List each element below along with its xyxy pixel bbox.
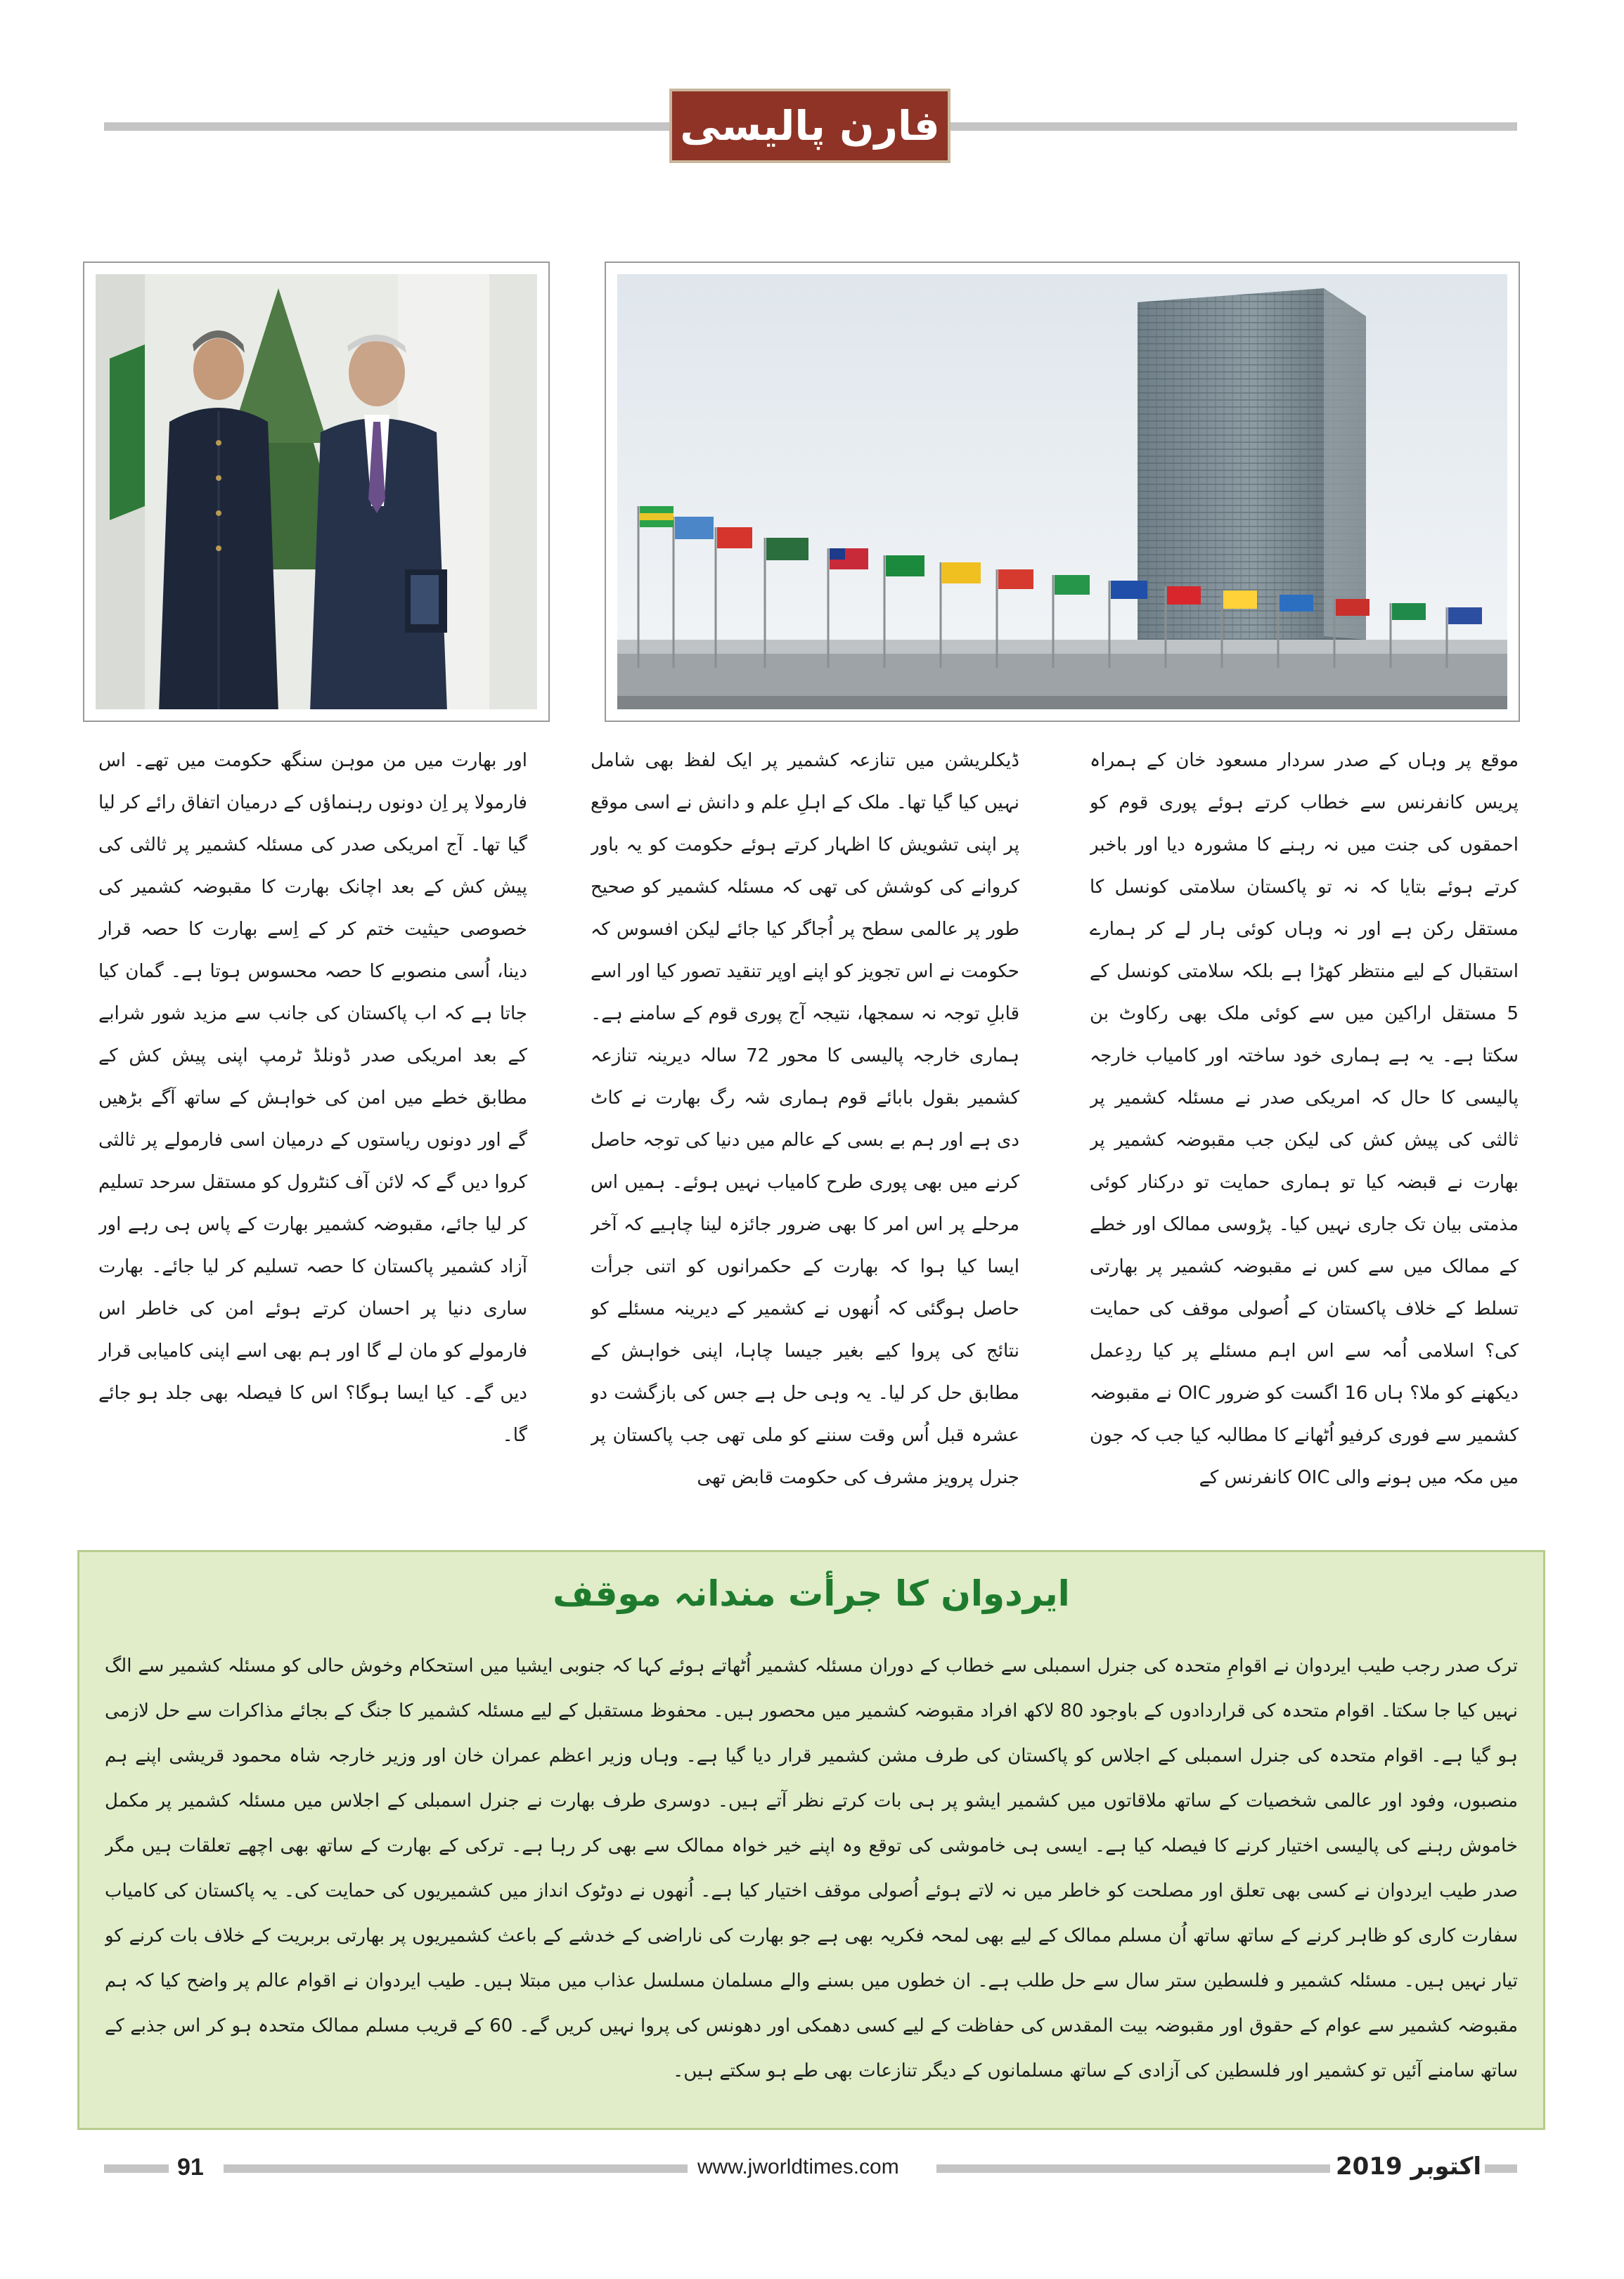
- erdogan-sidebar-box: [77, 1550, 1545, 2130]
- section-title-text: فارن پالیسی: [680, 102, 940, 150]
- footer-rule-middle-right: [936, 2164, 1330, 2173]
- section-title: [669, 89, 950, 163]
- article-column-middle: [591, 740, 1019, 1530]
- un-headquarters-image: [617, 274, 1507, 709]
- article-column-left: [98, 740, 527, 1530]
- header-rule-right: [950, 122, 1517, 131]
- footer-rule-right: [1485, 2164, 1517, 2173]
- article-column-middle-text: ڈیکلریشن میں تنازعہ کشمیر پر ایک لفظ بھی شامل نہیں کیا گیا تھا۔ ملک کے اہلِ علم و دانش نے اسی موقع پر اپنی تشویش کا اظہار کرتے ہوئے حکومت کو یہ باور کروانے کی کوشش کی تھی کہ مسئلہ کشمیر کو صحیح طور پر عالمی سطح پر اُجاگر کیا جائے لیکن افسوس کہ حکومت نے اس تجویز کو اپنے اوپر تنقید تصور کیا اور اسے قابلِ توجہ نہ سمجھا، نتیجہ آج پوری قوم کے سامنے ہے۔ ہماری خارجہ پالیسی کا محور 72 سالہ دیرینہ تنازعہ کشمیر بقول بابائے قوم ہماری شہ رگ بھارت نے کاٹ دی ہے اور ہم بے بسی کے عالم میں دنیا کی توجہ حاصل کرنے میں بھی پوری طرح کامیاب نہیں ہوئے۔ ہمیں اس مرحلے پر اس امر کا بھی ضرور جائزہ لینا چاہیے کہ آخر ایسا کیا ہوا کہ بھارت کے حکمرانوں کو اتنی جرأت حاصل ہوگئی کہ اُنھوں نے کشمیر کے دیرینہ مسئلے کو نتائج کی پروا کیے بغیر جیسا چاہا، اپنی خواہش کے مطابق حل کر لیا۔ یہ وہی حل ہے جس کی بازگشت دو عشرہ قبل اُس وقت سننے کو ملی تھی جب پاکستان پر جنرل پرویز مشرف کی حکومت قابض تھی: [591, 750, 1019, 1488]
- issue-date: اکتوبر 2019: [1336, 2152, 1482, 2181]
- footer-rule-left: [104, 2164, 169, 2173]
- article-column-left-text: اور بھارت میں من موہن سنگھ حکومت میں تھے۔ اس فارمولا پر اِن دونوں رہنماؤں کے درمیان اتفاق رائے کر لیا گیا تھا۔ آج امریکی صدر کی مسئلہ کشمیر پر ثالثی کی پیش کش کے بعد اچانک بھارت کا مقبوضہ کشمیر کی خصوصی حیثیت ختم کر کے اِسے بھارت کا حصہ قرار دینا، اُسی منصوبے کا حصہ محسوس ہوتا ہے۔ گمان کیا جاتا ہے کہ اب پاکستان کی جانب سے مزید شور شرابے کے بعد امریکی صدر ڈونلڈ ٹرمپ اپنی پیش کش کے مطابق خطے میں امن کی خواہش کے ساتھ آگے بڑھیں گے اور دونوں ریاستوں کے درمیان اسی فارمولے پر ثالثی کروا دیں گے کہ لائن آف کنٹرول کو مستقل سرحد تسلیم کر لیا جائے، مقبوضہ کشمیر بھارت کے پاس ہی رہے اور آزاد کشمیر پاکستان کا حصہ تسلیم کر لیا جائے۔ بھارت ساری دنیا پر احسان کرتے ہوئے امن کی خاطر اس فارمولے کو مان لے گا اور ہم بھی اسے اپنی کامیابی قرار دیں گے۔ کیا ایسا ہوگا؟ اس کا فیصلہ بھی جلد ہو جائے گا۔: [98, 750, 527, 1446]
- article-column-right-text: موقع پر وہاں کے صدر سردار مسعود خان کے ہمراہ پریس کانفرنس سے خطاب کرتے ہوئے پوری قوم کو احمقوں کی جنت میں نہ رہنے کا مشورہ دیا اور باخبر کرتے ہوئے بتایا کہ نہ تو پاکستان سلامتی کونسل کا مستقل رکن ہے اور نہ وہاں کوئی ہار لے کر ہمارے استقبال کے لیے منتظر کھڑا ہے بلکہ سلامتی کونسل کے 5 مستقل اراکین میں سے کوئی ملک بھی رکاوٹ بن سکتا ہے۔ یہ ہے ہماری خود ساختہ اور کامیاب خارجہ پالیسی کا حال کہ امریکی صدر نے مسئلہ کشمیر پر ثالثی کی پیش کش کی لیکن جب مقبوضہ کشمیر پر بھارت نے قبضہ کیا تو ہماری حمایت تو درکنار کوئی مذمتی بیان تک جاری نہیں کیا۔ پڑوسی ممالک اور خطے کے ممالک میں سے کس نے مقبوضہ کشمیر پر بھارتی تسلط کے خلاف پاکستان کے اُصولی موقف کی حمایت کی؟ اسلامی اُمہ سے اس اہم مسئلے پر کیا ردِعمل دیکھنے کو ملا؟ ہاں 16 اگست کو ضرور OIC نے مقبوضہ کشمیر سے فوری کرفیو اُٹھانے کا مطالبہ کیا جب کہ جون میں مکہ میں ہونے والی OIC کانفرنس کے: [1090, 750, 1519, 1488]
- leaders-photo: [83, 262, 550, 722]
- website-url: www.jworldtimes.com: [697, 2155, 899, 2178]
- leaders-illustration: [96, 274, 537, 709]
- page-number: 91: [177, 2154, 204, 2181]
- header-rule-left: [104, 122, 669, 131]
- box-title: ایردوان کا جرأت مندانہ موقف: [553, 1573, 1070, 1614]
- un-building-illustration: [617, 274, 1507, 709]
- leaders-image: [96, 274, 537, 709]
- article-column-right: [1090, 740, 1519, 1530]
- box-body: ترک صدر رجب طیب ایردوان نے اقوامِ متحدہ کی جنرل اسمبلی سے خطاب کے دوران مسئلہ کشمیر اُٹھاتے ہوئے کہا کہ جنوبی ایشیا میں استحکام وخوش حالی کو مسئلہ کشمیر سے الگ نہیں کیا جا سکتا۔ اقوام متحدہ کی قراردادوں کے باوجود 80 لاکھ افراد مقبوضہ کشمیر میں محصور ہیں۔ محفوظ مستقبل کے لیے مسئلہ کشمیر کا جنگ کے بجائے مذاکرات سے حل لازمی ہو گیا ہے۔ اقوام متحدہ کی جنرل اسمبلی کے اجلاس کو پاکستان کی طرف مشن کشمیر قرار دیا گیا ہے۔ وہاں وزیر اعظم عمران خان اور وزیر خارجہ شاہ محمود قریشی اپنے ہم منصبوں، وفود اور عالمی شخصیات کے ساتھ ملاقاتوں میں کشمیر ایشو پر ہی بات کرتے نظر آتے ہیں۔ دوسری طرف بھارت نے جنرل اسمبلی کے اجلاس میں مسئلہ کشمیر پر مکمل خاموش رہنے کی پالیسی اختیار کرنے کا فیصلہ کیا ہے۔ ایسی ہی خاموشی کی توقع وہ اپنے خیر خواہ ممالک سے بھی کر رہا ہے۔ ترکی کے بھارت کے ساتھ بھی اچھے تعلقات ہیں مگر صدر طیب ایردوان نے کسی بھی تعلق اور مصلحت کو خاطر میں نہ لاتے ہوئے اُصولی موقف اختیار کیا ہے۔ اُنھوں نے دوٹوک انداز میں کشمیریوں کی حمایت کی۔ یہ پاکستان کی کامیاب سفارت کاری کو ظاہر کرنے کے ساتھ ساتھ اُن مسلم ممالک کے لیے بھی لمحہ فکریہ بھی ہے جو بھارت کی ناراضی کے خدشے کے باعث کشمیریوں پر بھارتی بربریت کے خلاف بات کرنے کو تیار نہیں ہیں۔ مسئلہ کشمیر و فلسطین ستر سال سے حل طلب ہے۔ ان خطوں میں بسنے والے مسلمان مسلسل عذاب میں مبتلا ہیں۔ طیب ایردوان نے اقوام عالم پر واضح کیا کہ ہم مقبوضہ کشمیر سے عوام کے حقوق اور مقبوضہ بیت المقدس کی حفاظت کے لیے کسی دھمکی اور دھونس کی پروا نہیں کریں گے۔ 60 کے قریب مسلم ممالک متحدہ ہو کر اس جذبے کے ساتھ سامنے آئیں تو کشمیر اور فلسطین کی آزادی کے ساتھ مسلمانوں کے دیگر تنازعات بھی طے ہو سکتے ہیں۔: [105, 1655, 1518, 2081]
- un-headquarters-photo: [605, 262, 1520, 722]
- footer-rule-middle-left: [224, 2164, 688, 2173]
